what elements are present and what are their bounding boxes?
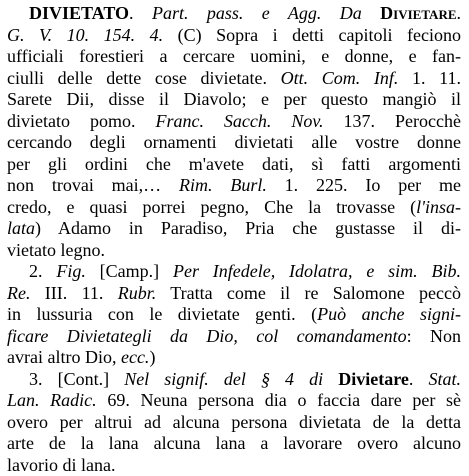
text-line [7, 111, 461, 133]
text-line [7, 433, 461, 455]
body-text: per gli ordini che m'avete dati, sì fatti argomenti [7, 154, 461, 174]
italic-text: Stat. [428, 369, 461, 389]
italic-text: Ott. Com. Inf. [281, 68, 399, 88]
body-text: 3. [Cont.] [29, 369, 124, 389]
italic-text: Rim. Burl. [179, 175, 267, 195]
italic-text: Rubr. [118, 283, 157, 303]
italic-text: ecc. [121, 347, 149, 367]
text-line [7, 25, 461, 47]
body-text: 1. 11. [398, 68, 461, 88]
body-text: 137. Perocchè [324, 111, 461, 131]
body-text: (C) Sopra i detti capitoli feciono [163, 25, 461, 45]
body-text: Tratta come il re Salomone peccò [156, 283, 461, 303]
italic-text: ficare Divietategli da Dio, col comandamento [7, 326, 407, 346]
italic-text: Part. pass. e Agg. Da [152, 3, 380, 23]
body-text: credo, e quasi porrei pegno, Che la trovasse ( [7, 197, 416, 217]
text-line [7, 261, 461, 283]
body-text: non trovai mai,… [7, 175, 179, 195]
text-line [7, 412, 461, 434]
body-text: avrai altro Dio, [7, 347, 121, 367]
body-text: 1. 225. Io per me [267, 175, 461, 195]
body-text: . [129, 3, 152, 23]
text-line [7, 197, 461, 219]
body-text: ) [149, 347, 155, 367]
italic-text: Per Infedele, Idolatra, e sim. Bib. [173, 261, 461, 281]
bold-text: Divietare [380, 3, 456, 23]
text-line [7, 132, 461, 154]
italic-text: l'insa- [416, 197, 461, 217]
text-line [7, 218, 461, 240]
italic-text: Può anche signi- [317, 304, 461, 324]
text-line [7, 89, 461, 111]
body-text: : Non [407, 326, 461, 346]
text-line [7, 347, 461, 369]
text-line [7, 175, 461, 197]
italic-text: Re. [7, 283, 45, 303]
body-text: . [457, 3, 461, 23]
text-line [7, 154, 461, 176]
body-text: vietato legno. [7, 240, 105, 260]
italic-text: lata [7, 218, 35, 238]
body-text: III. 11. [45, 283, 118, 303]
body-text: divietato pomo. [7, 111, 155, 131]
text-line [7, 304, 461, 326]
body-text: lavorio di lana. [7, 455, 115, 475]
bold-text: Divietare [323, 369, 409, 389]
body-text: . [409, 369, 429, 389]
dictionary-entry-divietato [7, 3, 461, 476]
body-text: 2. [29, 261, 56, 281]
text-line [7, 46, 461, 68]
text-line [7, 369, 461, 391]
italic-text: Fig. [56, 261, 86, 281]
body-text: cercando degli ornamenti divietati alle vostre donne [7, 132, 461, 152]
text-line [7, 68, 461, 90]
text-line [7, 326, 461, 348]
body-text: in lussuria con le divietate genti. ( [7, 304, 317, 324]
italic-text: Nel signif. del § 4 di [124, 369, 323, 389]
body-text: [Camp.] [86, 261, 173, 281]
italic-text: Lan. Radic. [7, 390, 97, 410]
body-text: 69. Neuna persona dia o faccia dare per sè [97, 390, 461, 410]
text-line [7, 240, 461, 262]
italic-text: Franc. Sacch. Nov. [155, 111, 323, 131]
body-text: ciulli delle dette cose divietate. [7, 68, 281, 88]
text-line [7, 3, 461, 25]
body-text: ufficiali forestieri a cercare uomini, e donne, e fan- [7, 46, 461, 66]
text-line [7, 390, 461, 412]
body-text: ) Adamo in Paradiso, Pria che gustasse il di- [35, 218, 461, 238]
text-line [7, 283, 461, 305]
headword: DIVIETATO [29, 3, 129, 23]
body-text: arte de la lana alcuna lana a lavorare overo alcuno [7, 433, 461, 453]
body-text: Sarete Dii, disse il Diavolo; e per questo mangiò il [7, 89, 461, 109]
italic-text: G. V. 10. 154. 4. [7, 25, 163, 45]
body-text: overo per altrui ad alcuna persona divietata de la detta [7, 412, 461, 432]
